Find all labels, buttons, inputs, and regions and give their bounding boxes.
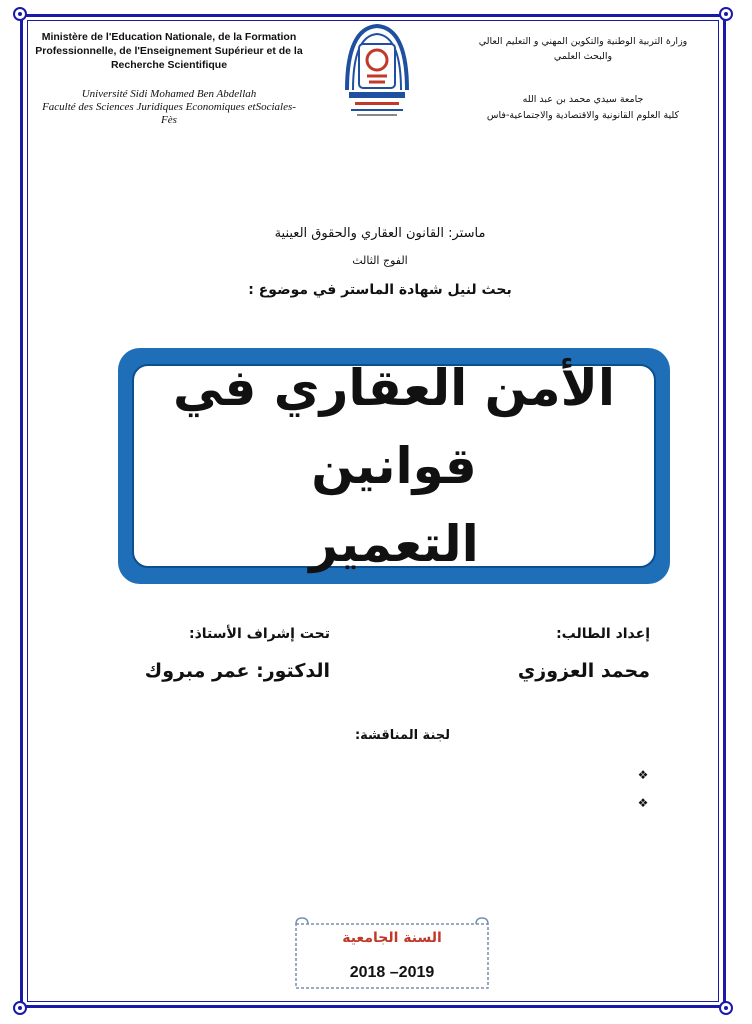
academic-year-box — [290, 916, 494, 992]
city-line: Fès — [161, 114, 177, 126]
academic-year-label: السنة الجامعية — [342, 930, 442, 946]
diamond-bullet-icon: ❖ — [637, 796, 649, 810]
french-university-header — [34, 88, 304, 127]
faculty-line-ar: كلية العلوم القانونية والاقتصادية والاجتماعية-فاس — [486, 110, 680, 121]
ministry-line: Professionnelle, de l'Enseignement Supérieur et de la — [35, 45, 303, 57]
ministry-line-ar: وزارة التربية الوطنية والتكوين المهني و التعليم العالي — [478, 36, 688, 47]
university-logo — [341, 20, 413, 120]
faculty-line: Faculté des Sciences Juridiques Economiques etSociales- — [42, 101, 296, 113]
title-box — [132, 359, 656, 573]
ministry-line: Ministère de l'Education Nationale, de la Formation — [41, 31, 297, 43]
thesis-title-line: الأمن العقاري في قوانين — [173, 359, 615, 495]
thesis-title — [154, 349, 634, 583]
supervisor-label: تحت إشراف الأستاذ: — [189, 626, 330, 642]
ministry-line-ar: والبحث العلمي — [553, 51, 613, 62]
student-name: محمد العزوزي — [517, 660, 650, 682]
research-intro: بحث لنيل شهادة الماستر في موضوع : — [248, 282, 512, 298]
committee-label: لجنة المناقشة: — [354, 728, 450, 743]
diamond-bullet-icon: ❖ — [637, 768, 649, 782]
french-ministry-header — [34, 30, 304, 72]
corner-ornament-icon — [13, 7, 27, 21]
ministry-line: Recherche Scientifique — [110, 59, 228, 71]
university-line-ar: جامعة سيدي محمد بن عبد الله — [522, 94, 644, 105]
cohort-label: الفوج الثالث — [352, 254, 408, 267]
supervisor-name: الدكتور: عمر مبروك — [144, 660, 330, 682]
corner-ornament-icon — [719, 1001, 733, 1015]
student-label: إعداد الطالب: — [556, 626, 650, 642]
master-program: ماستر: القانون العقاري والحقوق العينية — [274, 226, 486, 241]
university-line: Université Sidi Mohamed Ben Abdellah — [81, 88, 257, 100]
thesis-title-line: التعمير — [309, 515, 479, 573]
academic-year-value: 2018 –2019 — [349, 964, 435, 981]
corner-ornament-icon — [13, 1001, 27, 1015]
arabic-ministry-header — [458, 34, 708, 64]
arabic-university-header — [458, 92, 708, 124]
corner-ornament-icon — [719, 7, 733, 21]
